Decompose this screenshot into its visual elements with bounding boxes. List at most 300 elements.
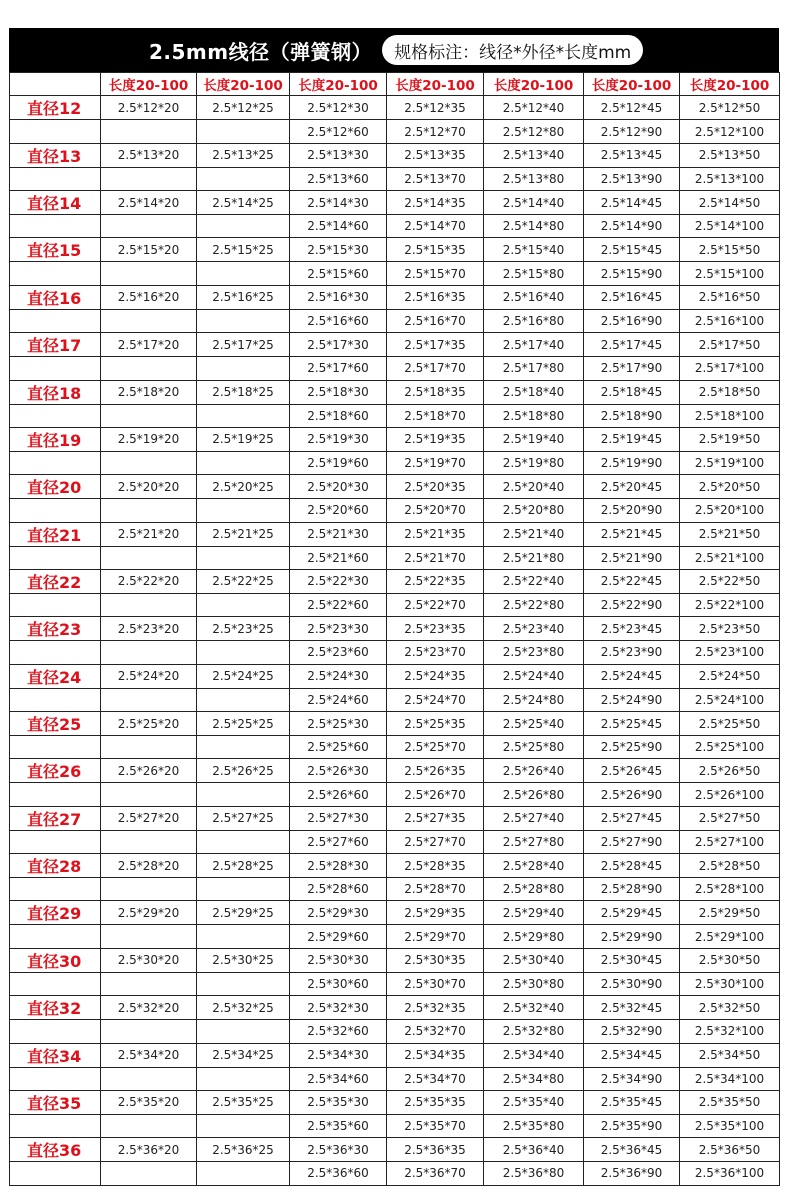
spec-cell: 2.5*34*25 <box>197 1043 290 1067</box>
spec-cell <box>197 1067 290 1090</box>
spec-cell: 2.5*23*30 <box>290 617 387 641</box>
spec-cell: 2.5*22*20 <box>101 569 197 593</box>
spec-cell: 2.5*15*90 <box>584 262 680 285</box>
diameter-label: 直径21 <box>10 522 101 546</box>
spec-cell: 2.5*19*90 <box>584 451 680 474</box>
spec-cell: 2.5*15*20 <box>101 238 197 262</box>
spec-cell: 2.5*27*100 <box>680 830 780 853</box>
diameter-label <box>10 688 101 711</box>
spec-cell: 2.5*13*50 <box>680 143 780 167</box>
spec-cell: 2.5*17*60 <box>290 357 387 380</box>
table-row <box>10 830 780 853</box>
spec-cell: 2.5*26*50 <box>680 759 780 783</box>
spec-cell: 2.5*15*25 <box>197 238 290 262</box>
spec-cell: 2.5*23*35 <box>387 617 484 641</box>
spec-cell: 2.5*22*60 <box>290 593 387 616</box>
spec-cell: 2.5*12*35 <box>387 96 484 120</box>
diameter-label <box>10 546 101 569</box>
spec-cell: 2.5*16*70 <box>387 309 484 332</box>
spec-cell: 2.5*19*100 <box>680 451 780 474</box>
spec-cell: 2.5*30*45 <box>584 948 680 972</box>
sheet-title: 2.5mm线径（弹簧钢） <box>149 39 373 64</box>
table-row <box>10 380 780 404</box>
header-cell: 长度20-100 <box>197 73 290 96</box>
spec-cell: 2.5*20*30 <box>290 475 387 499</box>
spec-cell: 2.5*36*20 <box>101 1138 197 1162</box>
spec-table <box>9 72 780 1186</box>
spec-cell: 2.5*25*25 <box>197 712 290 736</box>
spec-cell: 2.5*18*80 <box>484 404 584 427</box>
spec-cell: 2.5*17*80 <box>484 357 584 380</box>
spec-cell: 2.5*25*60 <box>290 736 387 759</box>
spec-table-body <box>10 73 780 1186</box>
spec-cell: 2.5*16*40 <box>484 285 584 309</box>
table-row <box>10 215 780 238</box>
spec-cell: 2.5*15*100 <box>680 262 780 285</box>
spec-cell: 2.5*19*35 <box>387 427 484 451</box>
spec-cell: 2.5*13*45 <box>584 143 680 167</box>
table-row <box>10 1162 780 1185</box>
spec-cell: 2.5*25*35 <box>387 712 484 736</box>
diameter-label <box>10 1067 101 1090</box>
spec-cell: 2.5*23*80 <box>484 641 584 664</box>
spec-cell: 2.5*30*90 <box>584 972 680 995</box>
spec-cell: 2.5*26*70 <box>387 783 484 806</box>
table-row <box>10 925 780 948</box>
spec-cell: 2.5*14*60 <box>290 215 387 238</box>
spec-cell: 2.5*28*20 <box>101 854 197 878</box>
spec-cell: 2.5*32*20 <box>101 996 197 1020</box>
spec-cell: 2.5*35*45 <box>584 1090 680 1114</box>
spec-cell: 2.5*15*45 <box>584 238 680 262</box>
spec-cell: 2.5*22*30 <box>290 569 387 593</box>
spec-cell <box>197 972 290 995</box>
table-row <box>10 617 780 641</box>
spec-cell: 2.5*19*50 <box>680 427 780 451</box>
spec-cell: 2.5*32*90 <box>584 1020 680 1043</box>
spec-cell: 2.5*34*70 <box>387 1067 484 1090</box>
diameter-label: 直径15 <box>10 238 101 262</box>
spec-cell: 2.5*19*45 <box>584 427 680 451</box>
spec-cell: 2.5*24*45 <box>584 664 680 688</box>
spec-cell: 2.5*22*35 <box>387 569 484 593</box>
spec-cell: 2.5*29*25 <box>197 901 290 925</box>
spec-cell: 2.5*35*100 <box>680 1114 780 1137</box>
spec-cell: 2.5*29*90 <box>584 925 680 948</box>
table-row <box>10 191 780 215</box>
spec-cell: 2.5*12*60 <box>290 120 387 143</box>
diameter-label: 直径18 <box>10 380 101 404</box>
table-row <box>10 120 780 143</box>
spec-cell: 2.5*27*90 <box>584 830 680 853</box>
spec-cell <box>101 830 197 853</box>
spec-cell: 2.5*28*50 <box>680 854 780 878</box>
spec-cell <box>101 404 197 427</box>
spec-cell: 2.5*23*45 <box>584 617 680 641</box>
spec-cell: 2.5*26*25 <box>197 759 290 783</box>
table-row <box>10 806 780 830</box>
spec-cell: 2.5*17*35 <box>387 333 484 357</box>
spec-cell: 2.5*12*20 <box>101 96 197 120</box>
spec-cell: 2.5*14*70 <box>387 215 484 238</box>
spec-cell: 2.5*26*90 <box>584 783 680 806</box>
spec-cell <box>101 262 197 285</box>
spec-cell: 2.5*30*40 <box>484 948 584 972</box>
spec-cell: 2.5*29*20 <box>101 901 197 925</box>
spec-cell: 2.5*26*35 <box>387 759 484 783</box>
spec-cell <box>101 972 197 995</box>
spec-cell: 2.5*23*20 <box>101 617 197 641</box>
spec-cell <box>101 309 197 332</box>
spec-cell <box>101 736 197 759</box>
spec-cell: 2.5*25*40 <box>484 712 584 736</box>
diameter-label <box>10 120 101 143</box>
diameter-label <box>10 736 101 759</box>
spec-cell: 2.5*36*60 <box>290 1162 387 1185</box>
diameter-label: 直径23 <box>10 617 101 641</box>
table-row <box>10 333 780 357</box>
spec-cell <box>197 593 290 616</box>
spec-cell: 2.5*12*100 <box>680 120 780 143</box>
spec-cell: 2.5*23*50 <box>680 617 780 641</box>
table-row <box>10 167 780 190</box>
spec-cell: 2.5*24*50 <box>680 664 780 688</box>
spec-cell: 2.5*34*30 <box>290 1043 387 1067</box>
spec-cell: 2.5*34*20 <box>101 1043 197 1067</box>
spec-cell: 2.5*15*50 <box>680 238 780 262</box>
spec-cell: 2.5*23*70 <box>387 641 484 664</box>
spec-cell: 2.5*16*100 <box>680 309 780 332</box>
table-row <box>10 948 780 972</box>
spec-cell: 2.5*18*25 <box>197 380 290 404</box>
spec-cell: 2.5*16*20 <box>101 285 197 309</box>
spec-cell: 2.5*35*90 <box>584 1114 680 1137</box>
spec-cell: 2.5*28*45 <box>584 854 680 878</box>
header-cell: 长度20-100 <box>101 73 197 96</box>
spec-cell: 2.5*29*60 <box>290 925 387 948</box>
table-row <box>10 854 780 878</box>
spec-cell: 2.5*26*45 <box>584 759 680 783</box>
table-row <box>10 1114 780 1137</box>
header-cell-corner <box>10 73 101 96</box>
spec-cell: 2.5*14*20 <box>101 191 197 215</box>
spec-cell: 2.5*17*20 <box>101 333 197 357</box>
spec-cell: 2.5*23*100 <box>680 641 780 664</box>
diameter-label <box>10 451 101 474</box>
spec-cell: 2.5*24*20 <box>101 664 197 688</box>
spec-cell: 2.5*24*30 <box>290 664 387 688</box>
spec-cell: 2.5*16*45 <box>584 285 680 309</box>
spec-cell: 2.5*18*60 <box>290 404 387 427</box>
spec-cell <box>197 499 290 522</box>
table-row <box>10 878 780 901</box>
diameter-label: 直径36 <box>10 1138 101 1162</box>
spec-cell: 2.5*27*40 <box>484 806 584 830</box>
spec-cell: 2.5*30*80 <box>484 972 584 995</box>
spec-cell: 2.5*21*45 <box>584 522 680 546</box>
spec-cell: 2.5*20*80 <box>484 499 584 522</box>
spec-cell <box>101 593 197 616</box>
diameter-label <box>10 167 101 190</box>
spec-cell: 2.5*26*60 <box>290 783 387 806</box>
header-cell: 长度20-100 <box>290 73 387 96</box>
spec-cell: 2.5*12*80 <box>484 120 584 143</box>
spec-cell: 2.5*22*40 <box>484 569 584 593</box>
spec-cell: 2.5*13*60 <box>290 167 387 190</box>
spec-cell <box>197 878 290 901</box>
spec-cell: 2.5*14*30 <box>290 191 387 215</box>
spec-note-badge: 规格标注：线径*外径*长度mm <box>382 35 643 65</box>
spec-cell: 2.5*14*100 <box>680 215 780 238</box>
spec-cell: 2.5*12*90 <box>584 120 680 143</box>
spec-cell: 2.5*35*50 <box>680 1090 780 1114</box>
spec-cell: 2.5*29*100 <box>680 925 780 948</box>
spec-cell: 2.5*34*45 <box>584 1043 680 1067</box>
table-row <box>10 96 780 120</box>
table-row <box>10 783 780 806</box>
spec-cell <box>197 830 290 853</box>
spec-cell: 2.5*22*100 <box>680 593 780 616</box>
spec-cell: 2.5*34*50 <box>680 1043 780 1067</box>
spec-cell: 2.5*13*20 <box>101 143 197 167</box>
spec-cell: 2.5*13*30 <box>290 143 387 167</box>
spec-cell: 2.5*30*50 <box>680 948 780 972</box>
spec-cell: 2.5*12*30 <box>290 96 387 120</box>
header-cell: 长度20-100 <box>680 73 780 96</box>
diameter-label: 直径20 <box>10 475 101 499</box>
spec-cell: 2.5*16*80 <box>484 309 584 332</box>
table-row <box>10 759 780 783</box>
spec-cell: 2.5*22*45 <box>584 569 680 593</box>
spec-cell: 2.5*24*90 <box>584 688 680 711</box>
table-row <box>10 1138 780 1162</box>
spec-cell: 2.5*36*100 <box>680 1162 780 1185</box>
spec-cell: 2.5*30*30 <box>290 948 387 972</box>
spec-cell: 2.5*12*50 <box>680 96 780 120</box>
spec-cell <box>197 1114 290 1137</box>
table-row <box>10 1043 780 1067</box>
spec-cell: 2.5*29*50 <box>680 901 780 925</box>
spec-cell: 2.5*26*20 <box>101 759 197 783</box>
table-row <box>10 1067 780 1090</box>
diameter-label <box>10 1162 101 1185</box>
diameter-label <box>10 357 101 380</box>
spec-cell: 2.5*18*50 <box>680 380 780 404</box>
spec-cell: 2.5*21*70 <box>387 546 484 569</box>
spec-cell: 2.5*15*70 <box>387 262 484 285</box>
diameter-label <box>10 1114 101 1137</box>
table-row <box>10 285 780 309</box>
spec-cell: 2.5*26*80 <box>484 783 584 806</box>
diameter-label: 直径35 <box>10 1090 101 1114</box>
spec-cell: 2.5*20*60 <box>290 499 387 522</box>
spec-cell: 2.5*13*100 <box>680 167 780 190</box>
table-row <box>10 262 780 285</box>
table-row <box>10 641 780 664</box>
header-cell: 长度20-100 <box>484 73 584 96</box>
spec-cell: 2.5*28*80 <box>484 878 584 901</box>
table-row <box>10 688 780 711</box>
spec-cell: 2.5*17*90 <box>584 357 680 380</box>
spec-cell: 2.5*21*60 <box>290 546 387 569</box>
spec-cell: 2.5*12*45 <box>584 96 680 120</box>
header-cell: 长度20-100 <box>584 73 680 96</box>
spec-cell: 2.5*35*60 <box>290 1114 387 1137</box>
spec-cell: 2.5*34*100 <box>680 1067 780 1090</box>
spec-cell: 2.5*21*20 <box>101 522 197 546</box>
spec-cell: 2.5*16*60 <box>290 309 387 332</box>
table-row <box>10 357 780 380</box>
spec-cell: 2.5*32*45 <box>584 996 680 1020</box>
spec-cell: 2.5*18*45 <box>584 380 680 404</box>
spec-cell: 2.5*21*50 <box>680 522 780 546</box>
spec-cell: 2.5*32*80 <box>484 1020 584 1043</box>
spec-cell: 2.5*35*80 <box>484 1114 584 1137</box>
spec-cell: 2.5*14*35 <box>387 191 484 215</box>
spec-cell: 2.5*13*70 <box>387 167 484 190</box>
spec-cell: 2.5*12*40 <box>484 96 584 120</box>
table-row <box>10 972 780 995</box>
table-row <box>10 546 780 569</box>
spec-cell: 2.5*20*70 <box>387 499 484 522</box>
spec-cell <box>197 783 290 806</box>
spec-cell: 2.5*27*60 <box>290 830 387 853</box>
spec-cell: 2.5*17*50 <box>680 333 780 357</box>
diameter-label: 直径34 <box>10 1043 101 1067</box>
spec-cell: 2.5*16*90 <box>584 309 680 332</box>
spec-cell: 2.5*12*70 <box>387 120 484 143</box>
spec-cell: 2.5*28*60 <box>290 878 387 901</box>
spec-cell: 2.5*27*50 <box>680 806 780 830</box>
spec-cell: 2.5*25*80 <box>484 736 584 759</box>
spec-cell: 2.5*15*40 <box>484 238 584 262</box>
diameter-label <box>10 925 101 948</box>
spec-cell: 2.5*34*40 <box>484 1043 584 1067</box>
spec-cell: 2.5*26*30 <box>290 759 387 783</box>
table-row <box>10 309 780 332</box>
spec-cell <box>197 688 290 711</box>
spec-cell: 2.5*14*90 <box>584 215 680 238</box>
spec-cell <box>197 451 290 474</box>
spec-cell: 2.5*18*40 <box>484 380 584 404</box>
spec-cell: 2.5*28*90 <box>584 878 680 901</box>
diameter-label: 直径14 <box>10 191 101 215</box>
diameter-label <box>10 404 101 427</box>
spec-cell: 2.5*19*40 <box>484 427 584 451</box>
spec-cell: 2.5*24*25 <box>197 664 290 688</box>
spec-cell: 2.5*13*90 <box>584 167 680 190</box>
spec-cell: 2.5*13*40 <box>484 143 584 167</box>
spec-cell: 2.5*21*35 <box>387 522 484 546</box>
spec-cell: 2.5*13*80 <box>484 167 584 190</box>
spec-cell: 2.5*28*30 <box>290 854 387 878</box>
spec-cell: 2.5*30*60 <box>290 972 387 995</box>
spec-cell: 2.5*14*40 <box>484 191 584 215</box>
spec-cell: 2.5*27*20 <box>101 806 197 830</box>
spec-cell: 2.5*24*80 <box>484 688 584 711</box>
table-row <box>10 522 780 546</box>
diameter-label: 直径25 <box>10 712 101 736</box>
spec-cell: 2.5*29*80 <box>484 925 584 948</box>
spec-cell <box>101 783 197 806</box>
diameter-label: 直径22 <box>10 569 101 593</box>
spec-cell: 2.5*32*70 <box>387 1020 484 1043</box>
spec-cell: 2.5*13*25 <box>197 143 290 167</box>
spec-cell: 2.5*20*25 <box>197 475 290 499</box>
spec-cell: 2.5*34*90 <box>584 1067 680 1090</box>
table-row <box>10 238 780 262</box>
diameter-label: 直径24 <box>10 664 101 688</box>
spec-cell: 2.5*24*40 <box>484 664 584 688</box>
spec-cell: 2.5*35*35 <box>387 1090 484 1114</box>
title-bar <box>9 28 779 72</box>
spec-cell: 2.5*14*80 <box>484 215 584 238</box>
spec-cell: 2.5*24*70 <box>387 688 484 711</box>
diameter-label: 直径27 <box>10 806 101 830</box>
spec-cell: 2.5*21*25 <box>197 522 290 546</box>
spec-cell: 2.5*25*45 <box>584 712 680 736</box>
spec-cell: 2.5*25*20 <box>101 712 197 736</box>
diameter-label: 直径19 <box>10 427 101 451</box>
table-row <box>10 1090 780 1114</box>
spec-cell: 2.5*23*90 <box>584 641 680 664</box>
spec-cell <box>101 688 197 711</box>
spec-cell: 2.5*15*80 <box>484 262 584 285</box>
spec-cell: 2.5*22*80 <box>484 593 584 616</box>
spec-cell <box>197 1020 290 1043</box>
spec-cell: 2.5*23*60 <box>290 641 387 664</box>
spec-cell: 2.5*17*25 <box>197 333 290 357</box>
spec-cell: 2.5*36*30 <box>290 1138 387 1162</box>
spec-cell: 2.5*28*40 <box>484 854 584 878</box>
spec-cell <box>197 167 290 190</box>
spec-cell: 2.5*32*50 <box>680 996 780 1020</box>
spec-cell: 2.5*35*25 <box>197 1090 290 1114</box>
spec-cell: 2.5*15*60 <box>290 262 387 285</box>
spec-cell: 2.5*16*30 <box>290 285 387 309</box>
header-cell: 长度20-100 <box>387 73 484 96</box>
spec-cell: 2.5*23*25 <box>197 617 290 641</box>
diameter-label: 直径16 <box>10 285 101 309</box>
spec-cell <box>197 925 290 948</box>
spec-cell <box>101 1162 197 1185</box>
diameter-label <box>10 215 101 238</box>
spec-cell: 2.5*29*40 <box>484 901 584 925</box>
spec-cell: 2.5*12*25 <box>197 96 290 120</box>
spec-cell: 2.5*22*70 <box>387 593 484 616</box>
spec-cell <box>197 1162 290 1185</box>
spec-cell: 2.5*20*100 <box>680 499 780 522</box>
spec-cell: 2.5*15*30 <box>290 238 387 262</box>
spec-cell: 2.5*26*40 <box>484 759 584 783</box>
spec-cell <box>101 451 197 474</box>
spec-cell: 2.5*18*70 <box>387 404 484 427</box>
spec-cell: 2.5*25*30 <box>290 712 387 736</box>
spec-cell: 2.5*36*80 <box>484 1162 584 1185</box>
table-row <box>10 1020 780 1043</box>
spec-cell <box>101 120 197 143</box>
spec-cell: 2.5*30*35 <box>387 948 484 972</box>
spec-cell: 2.5*27*70 <box>387 830 484 853</box>
spec-cell: 2.5*29*35 <box>387 901 484 925</box>
spec-cell: 2.5*21*100 <box>680 546 780 569</box>
spec-cell: 2.5*14*25 <box>197 191 290 215</box>
spec-cell: 2.5*25*100 <box>680 736 780 759</box>
spec-cell: 2.5*25*90 <box>584 736 680 759</box>
table-row <box>10 996 780 1020</box>
spec-cell: 2.5*34*35 <box>387 1043 484 1067</box>
spec-cell: 2.5*27*80 <box>484 830 584 853</box>
